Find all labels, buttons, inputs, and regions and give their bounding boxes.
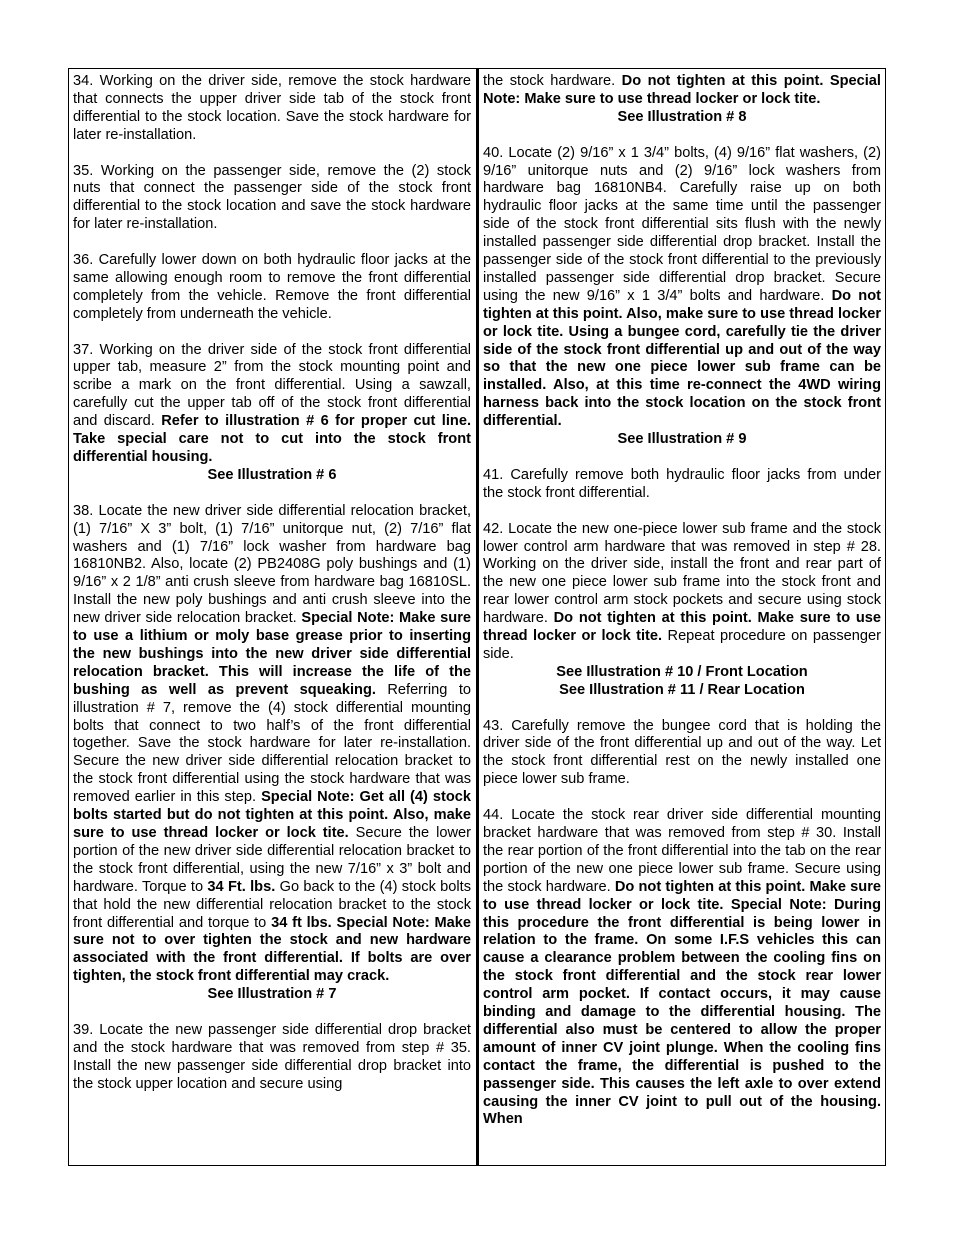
illustration-7-ref: See Illustration # 7 — [207, 986, 337, 1003]
step-36: 36. Carefully lower down on both hydraulic floor jacks at the same allowing enough room to remove the front differential completely from the vehicle. Remove the front differential completely from underneath the vehicle. — [73, 252, 471, 322]
step-39-continued: the stock hardware. Do not tighten at this point. Special Note: Make sure to use thread locker or lock tite. — [483, 73, 881, 107]
step-44: 44. Locate the stock rear driver side differential mounting bracket hardware that was removed from step # 30. Install the rear portion of the front differential into the tab on the rear portion of the new one piece lower sub frame. Secure using the stock hardware. Do not tighten at this point. Make sure to use thread locker or lock tite. Special Note: During this procedure the front differential is being lower in relation to the frame. On some I.F.S vehicles this can cause a clearance problem between the cooling fins on the stock front differential and the stock rear lower control arm pocket. If contact occurs, it may cause binding and damage to the differential housing. The differential also must be centered to allow the proper amount of inner CV joint plunge. When the cooling fins contact the frame, the differential is pushed to the passenger side. This causes the left axle to over extend causing the inner CV joint to pull out of the housing. When — [483, 807, 882, 1128]
illustration-10-ref: See Illustration # 10 / Front Location — [556, 663, 808, 680]
right-column — [483, 73, 881, 1129]
step-43: 43. Carefully remove the bungee cord that is holding the driver side of the front differential up and out of the way. Let the stock front differential rest on the newly installed one piece lower sub frame. — [483, 717, 881, 788]
step-35: 35. Working on the passenger side, remove the (2) stock nuts that connect the passenger side of the stock front differential to the stock location and save the stock hardware for later re-installation. — [73, 162, 471, 233]
step-37: 37. Working on the driver side of the stock front differential upper tab, measure 2” from the stock mounting point and scribe a mark on the front differential. Using a sawzall, carefully cut the upper tab off of the stock front differential and discard. Refer to illustration # 6 for proper cut line. Take special care not to cut into the stock front differential housing. — [73, 341, 472, 465]
step-41: 41. Carefully remove both hydraulic floor jacks from under the stock front differential. — [483, 466, 881, 501]
illustration-6-ref: See Illustration # 6 — [207, 466, 337, 483]
illustration-9-ref: See Illustration # 9 — [617, 431, 747, 448]
illustration-11-ref: See Illustration # 11 / Rear Location — [559, 681, 805, 698]
step-38: 38. Locate the new driver side differential relocation bracket, (1) 7/16” X 3” bolt, (1) 7/16” unitorque nut, (2) 7/16” flat washers and (1) 7/16” lock washer from hardware bag 16810NB2. Also, locate (2) PB2408G poly bushings and (1) 9/16” x 2 1/8” anti crush sleeve from hardware bag 16810SL. Install the new poly bushings and anti crush sleeve into the new driver side relocation bracket. Special Note: Make sure to use a lithium or moly base grease prior to inserting the new bushings into the new driver side differential relocation bracket. This will increase the life of the bushing as well as prevent squeaking. Referring to illustration # 7, remove the (4) stock differential mounting bolts that connect to two half’s of the front differential together. Save the stock hardware for later re-installation. Secure the new driver side differential relocation bracket to the stock front differential using the stock hardware that was removed earlier in this step. Special Note: Get all (4) stock bolts started but do not tighten at this point. Also, make sure to use thread locker or lock tite. Secure the lower portion of the new driver side differential relocation bracket to the stock front differential, using the new 7/16” x 3” bolt and hardware. Torque to 34 Ft. lbs. Go back to the (4) stock bolts that hold the new differential relocation bracket to the stock front differential and torque to 34 ft lbs. Special Note: Make sure not to over tighten the stock and new hardware associated with the front differential. If bolts are over tighten, the stock front differential may crack. — [73, 502, 472, 985]
column-divider — [476, 68, 479, 1166]
illustration-8-ref: See Illustration # 8 — [617, 108, 747, 125]
step-40: 40. Locate (2) 9/16” x 1 3/4” bolts, (4) 9/16” flat washers, (2) 9/16” unitorque nuts and (2) 9/16” lock washers from hardware bag 16810NB4. Carefully raise up on both hydraulic floor jacks at the same time until the passenger side of the stock front differential sits flush with the newly installed passenger side differential drop bracket. Install the passenger side of the stock front differential to the previously installed passenger side differential drop bracket. Secure using the new 9/16” x 1 3/4” bolts and hardware. Do not tighten at this point. Also, make sure to use thread locker or lock tite. Using a bungee cord, carefully tie the driver side of the stock front differential up and out of the way so that the new one piece lower sub frame can be installed. Also, at this time re-connect the 4WD wiring harness back into the stock location on the stock front differential. — [483, 144, 881, 430]
step-39: 39. Locate the new passenger side differential drop bracket and the stock hardware that was removed from step # 35. Install the new passenger side differential drop bracket into the stock upper location and secure using — [73, 1021, 471, 1092]
step-34: 34. Working on the driver side, remove the stock hardware that connects the upper driver side tab of the stock front differential to the stock location. Save the stock hardware for later re-installation. — [73, 73, 471, 143]
left-column — [73, 73, 471, 1111]
step-42: 42. Locate the new one-piece lower sub frame and the stock lower control arm hardware that was removed in step # 28. Working on the driver side, install the front and rear part of the new one piece lower sub frame into the stock front and rear lower control arm stock pockets and secure using stock hardware. Do not tighten at this point. Make sure to use thread locker or lock tite. Repeat procedure on passenger side. — [483, 520, 881, 662]
